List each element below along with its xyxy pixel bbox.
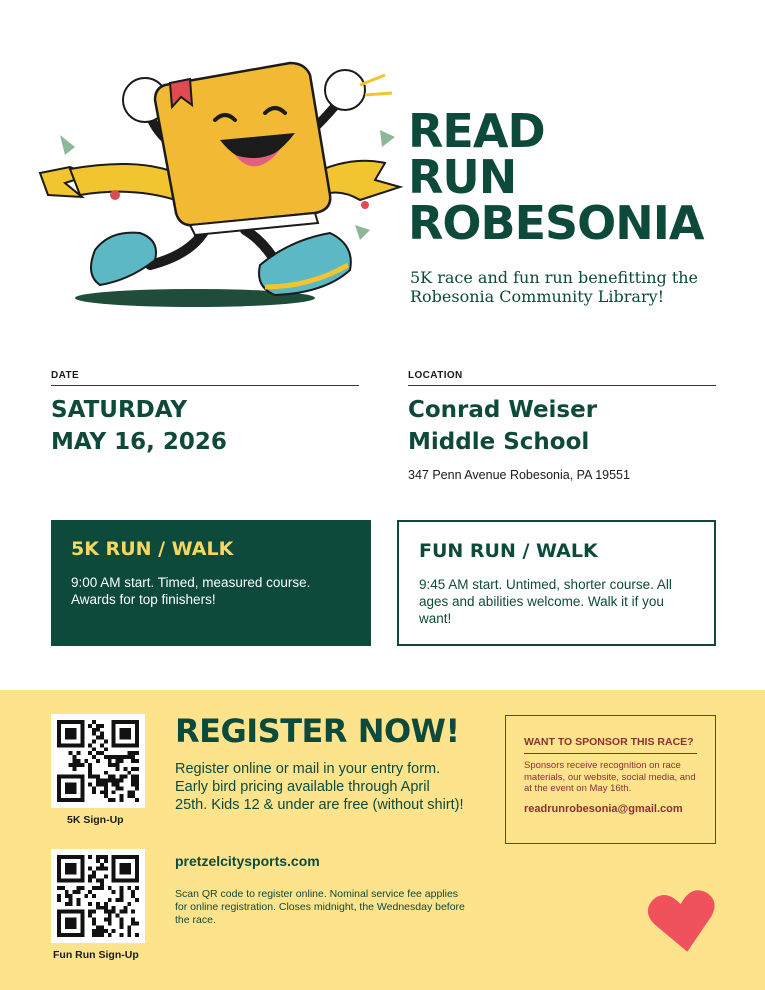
title-line-2: RUN xyxy=(408,150,517,204)
location-line-2: Middle School xyxy=(408,429,590,455)
race-card-title: 5K RUN / WALK xyxy=(71,538,234,560)
race-card-description: 9:00 AM start. Timed, measured course. Awards for top finishers! xyxy=(71,575,311,607)
register-note: Scan QR code to register online. Nominal service fee applies for online registration. Closes midnight, the Wednesday before the race. xyxy=(175,888,465,926)
qr-code-icon xyxy=(57,855,139,937)
location-value xyxy=(408,394,716,458)
title-line-1: READ xyxy=(408,104,545,158)
qr-code-5k[interactable] xyxy=(51,714,145,808)
running-book-mascot-icon xyxy=(30,55,410,325)
event-subtitle: 5K race and fun run benefitting the Robesonia Community Library! xyxy=(410,268,699,306)
race-card-title: FUN RUN / WALK xyxy=(419,540,598,562)
heart-icon xyxy=(648,888,718,954)
location-line-1: Conrad Weiser xyxy=(408,397,598,423)
sponsor-heading: WANT TO SPONSOR THIS RACE? xyxy=(524,736,697,754)
date-line-1: SATURDAY xyxy=(51,397,188,423)
race-card-description: 9:45 AM start. Untimed, shorter course. All ages and abilities welcome. Walk it if you want! xyxy=(419,577,672,626)
sponsor-email-link[interactable]: readrunrobesonia@gmail.com xyxy=(524,802,683,815)
qr-code-icon xyxy=(57,720,139,802)
register-body: Register online or mail in your entry form. Early bird pricing available through April 25th. Kids 12 & under are free (without shirt)! xyxy=(175,761,464,813)
sponsor-body: Sponsors receive recognition on race materials, our website, social media, and at the event on May 16th. xyxy=(524,760,696,794)
location-section xyxy=(408,370,716,482)
register-heading: REGISTER NOW! xyxy=(175,712,460,750)
date-line-2: MAY 16, 2026 xyxy=(51,429,227,455)
race-card-5k xyxy=(51,520,371,646)
date-value xyxy=(51,394,359,458)
event-title xyxy=(408,104,748,250)
title-line-3: ROBESONIA xyxy=(408,196,704,250)
sponsor-box xyxy=(505,715,716,844)
date-section xyxy=(51,370,359,458)
location-label: LOCATION xyxy=(408,370,716,386)
register-website-link[interactable]: pretzelcitysports.com xyxy=(175,853,320,869)
qr-caption-5k: 5K Sign-Up xyxy=(67,814,124,826)
location-address: 347 Penn Avenue Robesonia, PA 19551 xyxy=(408,468,630,482)
race-card-fun-run xyxy=(397,520,716,646)
qr-caption-fun-run: Fun Run Sign-Up xyxy=(53,949,139,961)
date-label: DATE xyxy=(51,370,359,386)
qr-code-fun-run[interactable] xyxy=(51,849,145,943)
